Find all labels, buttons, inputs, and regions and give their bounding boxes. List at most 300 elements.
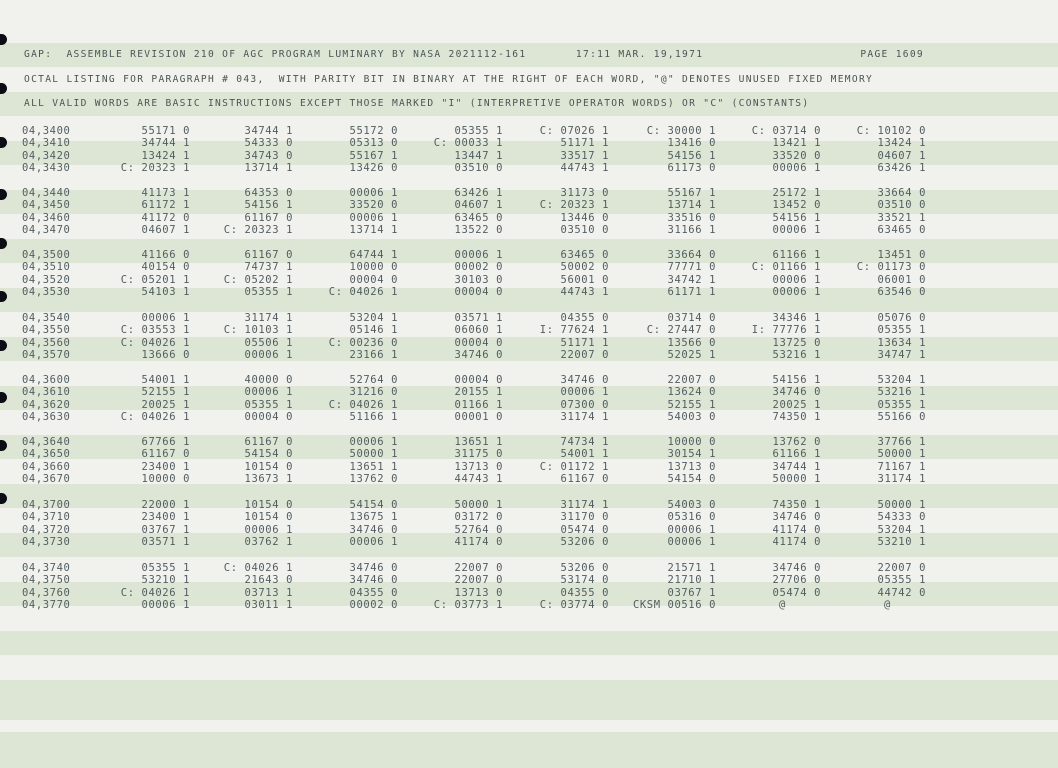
octal-word-cell: C: 04026 1: [328, 285, 398, 298]
octal-word-cell: C: 03553 1: [120, 324, 190, 337]
octal-word-cell: 54154 0: [349, 499, 398, 511]
octal-word-cell: 63546 0: [877, 285, 926, 298]
octal-word-cell: 13651 1: [349, 460, 398, 473]
octal-word-cell: C: 20323 1: [223, 223, 293, 236]
octal-word-cell: 13713 0: [454, 460, 503, 473]
address-cell: 04,3550: [22, 324, 71, 337]
listing-row: [0, 461, 1058, 473]
octal-word-cell: 00002 0: [349, 598, 398, 611]
octal-word-cell: 13714 1: [349, 223, 398, 236]
octal-word-cell: 31174 1: [244, 312, 293, 324]
octal-word-cell: 51171 1: [560, 336, 609, 349]
listing-row: [0, 286, 1058, 298]
octal-word-cell: 05474 0: [560, 523, 609, 536]
octal-word-cell: 22007 0: [560, 348, 609, 361]
listing-row: [0, 599, 1058, 611]
octal-word-cell: 05076 0: [877, 312, 926, 324]
listing-row: [0, 511, 1058, 523]
paper-band: [0, 680, 1058, 720]
octal-word-cell: 61167 0: [244, 249, 293, 261]
octal-word-cell: C: 01173 0: [856, 261, 926, 274]
octal-word-cell: 04607 1: [454, 199, 503, 212]
octal-word-cell: 05506 1: [244, 336, 293, 349]
listing-legend: ALL VALID WORDS ARE BASIC INSTRUCTIONS EXCEPT THOSE MARKED "I" (INTERPRETIVE OPERATOR WORDS) OR "C" (CONSTANTS): [24, 98, 810, 109]
octal-word-cell: 64744 1: [349, 249, 398, 261]
octal-word-cell: 74350 1: [772, 499, 821, 511]
octal-word-cell: C: 27447 0: [646, 324, 716, 337]
listing-row: [0, 199, 1058, 211]
octal-word-cell: 52025 1: [667, 348, 716, 361]
octal-word-cell: 00006 1: [772, 273, 821, 286]
octal-word-cell: 55167 1: [667, 187, 716, 199]
octal-word-cell: 55166 0: [877, 410, 926, 423]
octal-word-cell: 31174 1: [560, 499, 609, 511]
octal-word-cell: 04355 0: [349, 586, 398, 599]
octal-word-cell: 25172 1: [772, 187, 821, 199]
octal-word-cell: 13452 0: [772, 199, 821, 212]
octal-word-cell: 31170 0: [560, 511, 609, 524]
octal-word-cell: 34746 0: [454, 348, 503, 361]
octal-word-cell: 31175 0: [454, 448, 503, 461]
listing-row: [0, 150, 1058, 162]
octal-word-cell: 41166 0: [141, 249, 190, 261]
listing-row: [0, 411, 1058, 423]
octal-word-cell: 23166 1: [349, 348, 398, 361]
octal-word-cell: 40000 0: [244, 374, 293, 386]
octal-word-cell: 30154 1: [667, 448, 716, 461]
octal-word-cell: 50000 1: [454, 499, 503, 511]
octal-word-cell: C: 03714 0: [751, 125, 821, 137]
octal-word-cell: 77771 0: [667, 261, 716, 274]
octal-word-cell: 74350 1: [772, 410, 821, 423]
octal-word-cell: 13426 0: [349, 161, 398, 174]
octal-word-cell: 23400 1: [141, 460, 190, 473]
octal-word-cell: 00006 1: [667, 535, 716, 548]
octal-word-cell: C: 03774 0: [539, 598, 609, 611]
listing-row: [0, 399, 1058, 411]
octal-word-cell: 01166 1: [454, 398, 503, 411]
octal-word-cell: 54003 0: [667, 499, 716, 511]
listing-row: [0, 587, 1058, 599]
address-cell: 04,3560: [22, 336, 71, 349]
octal-word-cell: 27706 0: [772, 574, 821, 587]
listing-row: [0, 448, 1058, 460]
octal-word-cell: 30103 0: [454, 273, 503, 286]
address-cell: 04,3770: [22, 598, 71, 611]
address-cell: 04,3570: [22, 348, 71, 361]
octal-word-cell: 03510 0: [877, 199, 926, 212]
octal-word-cell: 00006 1: [772, 285, 821, 298]
octal-word-cell: 13713 0: [454, 586, 503, 599]
octal-word-cell: 37766 1: [877, 436, 926, 448]
octal-word-cell: 00006 1: [349, 187, 398, 199]
octal-word-cell: 56001 0: [560, 273, 609, 286]
octal-word-cell: 33517 1: [560, 149, 609, 162]
octal-word-cell: 31173 0: [560, 187, 609, 199]
octal-word-cell: 34746 0: [772, 511, 821, 524]
octal-word-cell: 20155 1: [454, 386, 503, 399]
octal-word-cell: 55172 0: [349, 125, 398, 137]
octal-word-cell: 53210 1: [141, 574, 190, 587]
listing-row: [0, 473, 1058, 485]
octal-word-cell: 13713 0: [667, 460, 716, 473]
octal-word-cell: 41174 0: [772, 523, 821, 536]
octal-word-cell: CKSM 00516 0: [632, 598, 716, 611]
octal-word-cell: C: 05201 1: [120, 273, 190, 286]
octal-word-cell: 31174 1: [877, 472, 926, 485]
octal-word-cell: 05355 1: [877, 398, 926, 411]
octal-word-cell: 54001 1: [560, 448, 609, 461]
octal-word-cell: 74737 1: [244, 261, 293, 274]
octal-word-cell: 05355 1: [877, 574, 926, 587]
octal-word-cell: 03767 1: [667, 586, 716, 599]
octal-word-cell: C: 04026 1: [120, 586, 190, 599]
octal-word-cell: C: 30000 1: [646, 125, 716, 137]
listing-row: [0, 386, 1058, 398]
address-cell: 04,3500: [22, 249, 71, 261]
octal-word-cell: 00006 1: [141, 312, 190, 324]
listing-row: [0, 187, 1058, 199]
octal-word-cell: 13725 0: [772, 336, 821, 349]
octal-word-cell: 53204 1: [877, 374, 926, 386]
octal-word-cell: 74734 1: [560, 436, 609, 448]
octal-word-cell: 00006 1: [349, 535, 398, 548]
address-cell: 04,3440: [22, 187, 71, 199]
octal-word-cell: 54001 1: [141, 374, 190, 386]
address-cell: 04,3600: [22, 374, 71, 386]
octal-word-cell: 54333 0: [244, 137, 293, 150]
address-cell: 04,3470: [22, 223, 71, 236]
octal-word-cell: 31216 0: [349, 386, 398, 399]
octal-word-cell: 10000 0: [141, 472, 190, 485]
octal-word-cell: 55171 0: [141, 125, 190, 137]
address-cell: 04,3510: [22, 261, 71, 274]
octal-word-cell: 41172 0: [141, 211, 190, 224]
octal-word-cell: 21571 1: [667, 562, 716, 574]
octal-word-cell: 44743 1: [454, 472, 503, 485]
octal-word-cell: 03713 1: [244, 586, 293, 599]
octal-word-cell: 53210 1: [877, 535, 926, 548]
octal-word-cell: 00004 0: [349, 273, 398, 286]
octal-word-cell: 63465 0: [560, 249, 609, 261]
octal-word-cell: 13634 1: [877, 336, 926, 349]
octal-word-cell: 07300 0: [560, 398, 609, 411]
octal-word-cell: 05316 0: [667, 511, 716, 524]
octal-word-cell: 34746 0: [349, 574, 398, 587]
address-cell: 04,3700: [22, 499, 71, 511]
octal-word-cell: 34746 0: [349, 523, 398, 536]
octal-word-cell: 04607 1: [141, 223, 190, 236]
octal-word-cell: 00004 0: [454, 374, 503, 386]
octal-word-cell: 00001 0: [454, 410, 503, 423]
address-cell: 04,3430: [22, 161, 71, 174]
octal-word-cell: C: 10103 1: [223, 324, 293, 337]
octal-word-cell: 51171 1: [560, 137, 609, 150]
octal-word-cell: 44742 0: [877, 586, 926, 599]
octal-word-cell: 61167 0: [244, 436, 293, 448]
octal-word-cell: 54156 1: [772, 374, 821, 386]
octal-word-cell: 61172 1: [141, 199, 190, 212]
octal-word-cell: 61167 0: [141, 448, 190, 461]
octal-word-cell: 13714 1: [667, 199, 716, 212]
octal-word-cell: 33520 0: [772, 149, 821, 162]
address-cell: 04,3400: [22, 125, 71, 137]
octal-word-cell: 13522 0: [454, 223, 503, 236]
octal-word-cell: 13714 1: [244, 161, 293, 174]
octal-word-cell: 20025 1: [141, 398, 190, 411]
octal-word-cell: 13651 1: [454, 436, 503, 448]
listing-row: [0, 324, 1058, 336]
octal-word-cell: 51166 1: [349, 410, 398, 423]
octal-word-cell: 34746 0: [349, 562, 398, 574]
octal-word-cell: 54156 1: [772, 211, 821, 224]
listing-row: [0, 137, 1058, 149]
listing-row: [0, 249, 1058, 261]
listing-title: GAP: ASSEMBLE REVISION 210 OF AGC PROGRAM LUMINARY BY NASA 2021112-161 17:11 MAR. 19,1971: [24, 49, 704, 60]
octal-word-cell: 13451 0: [877, 249, 926, 261]
octal-word-cell: @: [779, 598, 786, 611]
octal-word-cell: 10000 0: [349, 261, 398, 274]
octal-word-cell: 13666 0: [141, 348, 190, 361]
address-cell: 04,3420: [22, 149, 71, 162]
listing-row: [0, 562, 1058, 574]
listing-row: [0, 312, 1058, 324]
octal-word-cell: 03571 1: [141, 535, 190, 548]
octal-word-cell: 22007 0: [454, 574, 503, 587]
octal-word-cell: 05355 1: [454, 125, 503, 137]
octal-word-cell: 13624 0: [667, 386, 716, 399]
address-cell: 04,3630: [22, 410, 71, 423]
octal-word-cell: 03172 0: [454, 511, 503, 524]
octal-word-cell: 53206 0: [560, 535, 609, 548]
octal-word-cell: 13424 1: [141, 149, 190, 162]
octal-word-cell: 50000 1: [877, 499, 926, 511]
octal-word-cell: 61167 0: [244, 211, 293, 224]
octal-word-cell: 20025 1: [772, 398, 821, 411]
listing-row: [0, 337, 1058, 349]
octal-word-cell: 05355 1: [244, 398, 293, 411]
octal-word-cell: 03571 1: [454, 312, 503, 324]
octal-word-cell: 34744 1: [772, 460, 821, 473]
octal-word-cell: 05313 0: [349, 137, 398, 150]
octal-word-cell: 00006 1: [141, 598, 190, 611]
address-cell: 04,3670: [22, 472, 71, 485]
octal-word-cell: 00006 1: [772, 161, 821, 174]
octal-word-cell: 05355 1: [877, 324, 926, 337]
address-cell: 04,3710: [22, 511, 71, 524]
listing-row: [0, 436, 1058, 448]
octal-word-cell: 53216 1: [772, 348, 821, 361]
octal-word-cell: 22007 0: [877, 562, 926, 574]
octal-word-cell: 04355 0: [560, 586, 609, 599]
address-cell: 04,3460: [22, 211, 71, 224]
listing-row: [0, 524, 1058, 536]
octal-word-cell: 00006 1: [244, 386, 293, 399]
octal-word-cell: 34744 1: [244, 125, 293, 137]
octal-word-cell: 63465 0: [877, 223, 926, 236]
octal-word-cell: 34747 1: [877, 348, 926, 361]
octal-word-cell: 23400 1: [141, 511, 190, 524]
octal-word-cell: 44743 1: [560, 161, 609, 174]
listing-row: [0, 125, 1058, 137]
octal-word-cell: 61173 0: [667, 161, 716, 174]
octal-word-cell: 22007 0: [667, 374, 716, 386]
octal-word-cell: 00002 0: [454, 261, 503, 274]
octal-word-cell: 00006 1: [349, 211, 398, 224]
octal-word-cell: 00006 1: [667, 523, 716, 536]
octal-word-cell: 34746 0: [560, 374, 609, 386]
address-cell: 04,3650: [22, 448, 71, 461]
octal-word-cell: 04607 1: [877, 149, 926, 162]
octal-word-cell: 13447 1: [454, 149, 503, 162]
octal-word-cell: @: [884, 598, 891, 611]
octal-word-cell: 05355 1: [141, 562, 190, 574]
octal-word-cell: 50002 0: [560, 261, 609, 274]
octal-word-cell: 00004 0: [454, 336, 503, 349]
octal-word-cell: 10154 0: [244, 460, 293, 473]
octal-word-cell: 52764 0: [454, 523, 503, 536]
octal-word-cell: 54156 1: [667, 149, 716, 162]
octal-word-cell: 71167 1: [877, 460, 926, 473]
octal-word-cell: 54103 1: [141, 285, 190, 298]
octal-word-cell: 33664 0: [667, 249, 716, 261]
octal-word-cell: 05146 1: [349, 324, 398, 337]
octal-word-cell: 33521 1: [877, 211, 926, 224]
octal-word-cell: 54003 0: [667, 410, 716, 423]
listing-row: [0, 374, 1058, 386]
octal-word-cell: 34744 1: [141, 137, 190, 150]
page-number: PAGE 1609: [860, 49, 924, 60]
octal-word-cell: C: 20323 1: [539, 199, 609, 212]
octal-word-cell: 03762 1: [244, 535, 293, 548]
octal-word-cell: 31174 1: [560, 410, 609, 423]
octal-word-cell: 00004 0: [244, 410, 293, 423]
address-cell: 04,3540: [22, 312, 71, 324]
octal-word-cell: 13762 0: [349, 472, 398, 485]
octal-word-cell: 61167 0: [560, 472, 609, 485]
listing-row: [0, 574, 1058, 586]
octal-word-cell: 34743 0: [244, 149, 293, 162]
octal-word-cell: 13416 0: [667, 137, 716, 150]
octal-word-cell: C: 00033 1: [433, 137, 503, 150]
octal-word-cell: 31166 1: [667, 223, 716, 236]
octal-word-cell: 54154 0: [667, 472, 716, 485]
octal-word-cell: 06060 1: [454, 324, 503, 337]
address-cell: 04,3720: [22, 523, 71, 536]
address-cell: 04,3760: [22, 586, 71, 599]
octal-word-cell: 03510 0: [560, 223, 609, 236]
listing-row: [0, 224, 1058, 236]
octal-word-cell: 10154 0: [244, 499, 293, 511]
octal-word-cell: 33664 0: [877, 187, 926, 199]
octal-word-cell: C: 10102 0: [856, 125, 926, 137]
octal-word-cell: C: 04026 1: [328, 398, 398, 411]
address-cell: 04,3410: [22, 137, 71, 150]
octal-word-cell: 53216 1: [877, 386, 926, 399]
octal-word-cell: 10000 0: [667, 436, 716, 448]
octal-word-cell: 64353 0: [244, 187, 293, 199]
octal-word-cell: 53206 0: [560, 562, 609, 574]
octal-word-cell: 63465 0: [454, 211, 503, 224]
octal-word-cell: 50000 1: [349, 448, 398, 461]
octal-word-cell: 34742 1: [667, 273, 716, 286]
octal-word-cell: 00006 1: [349, 436, 398, 448]
octal-word-cell: C: 00236 0: [328, 336, 398, 349]
listing-row: [0, 499, 1058, 511]
address-cell: 04,3530: [22, 285, 71, 298]
octal-word-cell: C: 03773 1: [433, 598, 503, 611]
octal-word-cell: 22007 0: [454, 562, 503, 574]
octal-word-cell: 13675 1: [349, 511, 398, 524]
octal-word-cell: I: 77776 1: [751, 324, 821, 337]
octal-word-cell: 13446 0: [560, 211, 609, 224]
octal-word-cell: 10154 0: [244, 511, 293, 524]
octal-word-cell: 13762 0: [772, 436, 821, 448]
octal-word-cell: C: 01172 1: [539, 460, 609, 473]
octal-word-cell: 61166 1: [772, 249, 821, 261]
octal-word-cell: 13566 0: [667, 336, 716, 349]
octal-word-cell: 34746 0: [772, 386, 821, 399]
octal-word-cell: 04355 0: [560, 312, 609, 324]
octal-word-cell: 03767 1: [141, 523, 190, 536]
octal-word-cell: 40154 0: [141, 261, 190, 274]
octal-word-cell: 03011 1: [244, 598, 293, 611]
octal-word-cell: 33516 0: [667, 211, 716, 224]
address-cell: 04,3610: [22, 386, 71, 399]
octal-word-cell: 03714 0: [667, 312, 716, 324]
listing-subtitle: OCTAL LISTING FOR PARAGRAPH # 043, WITH PARITY BIT IN BINARY AT THE RIGHT OF EACH WORD, "@" DENOTES UNUSED FIXED MEMORY: [24, 74, 874, 85]
octal-word-cell: 53174 0: [560, 574, 609, 587]
address-cell: 04,3520: [22, 273, 71, 286]
octal-word-cell: 54333 0: [877, 511, 926, 524]
address-cell: 04,3750: [22, 574, 71, 587]
octal-word-cell: 22000 1: [141, 499, 190, 511]
octal-word-cell: 33520 0: [349, 199, 398, 212]
listing-row: [0, 536, 1058, 548]
octal-word-cell: 52764 0: [349, 374, 398, 386]
octal-word-cell: 44743 1: [560, 285, 609, 298]
listing-row: [0, 349, 1058, 361]
octal-word-cell: 13421 1: [772, 137, 821, 150]
octal-word-cell: 61166 1: [772, 448, 821, 461]
octal-word-cell: 53204 1: [349, 312, 398, 324]
address-cell: 04,3730: [22, 535, 71, 548]
octal-word-cell: 00006 1: [454, 249, 503, 261]
octal-word-cell: 00006 1: [560, 386, 609, 399]
octal-word-cell: C: 04026 1: [120, 336, 190, 349]
octal-word-cell: 52155 1: [141, 386, 190, 399]
octal-word-cell: 00006 1: [244, 348, 293, 361]
octal-word-cell: C: 04026 1: [223, 562, 293, 574]
octal-word-cell: C: 20323 1: [120, 161, 190, 174]
octal-word-cell: 67766 1: [141, 436, 190, 448]
address-cell: 04,3450: [22, 199, 71, 212]
octal-word-cell: 61171 1: [667, 285, 716, 298]
octal-word-cell: 05474 0: [772, 586, 821, 599]
octal-word-cell: 13424 1: [877, 137, 926, 150]
octal-word-cell: I: 77624 1: [539, 324, 609, 337]
octal-word-cell: C: 04026 1: [120, 410, 190, 423]
octal-word-cell: 00004 0: [454, 285, 503, 298]
octal-word-cell: 41174 0: [454, 535, 503, 548]
octal-word-cell: 34746 0: [772, 562, 821, 574]
address-cell: 04,3620: [22, 398, 71, 411]
octal-word-cell: 05355 1: [244, 285, 293, 298]
octal-word-cell: 63426 1: [877, 161, 926, 174]
octal-word-cell: C: 07026 1: [539, 125, 609, 137]
octal-word-cell: 55167 1: [349, 149, 398, 162]
listing-row: [0, 261, 1058, 273]
